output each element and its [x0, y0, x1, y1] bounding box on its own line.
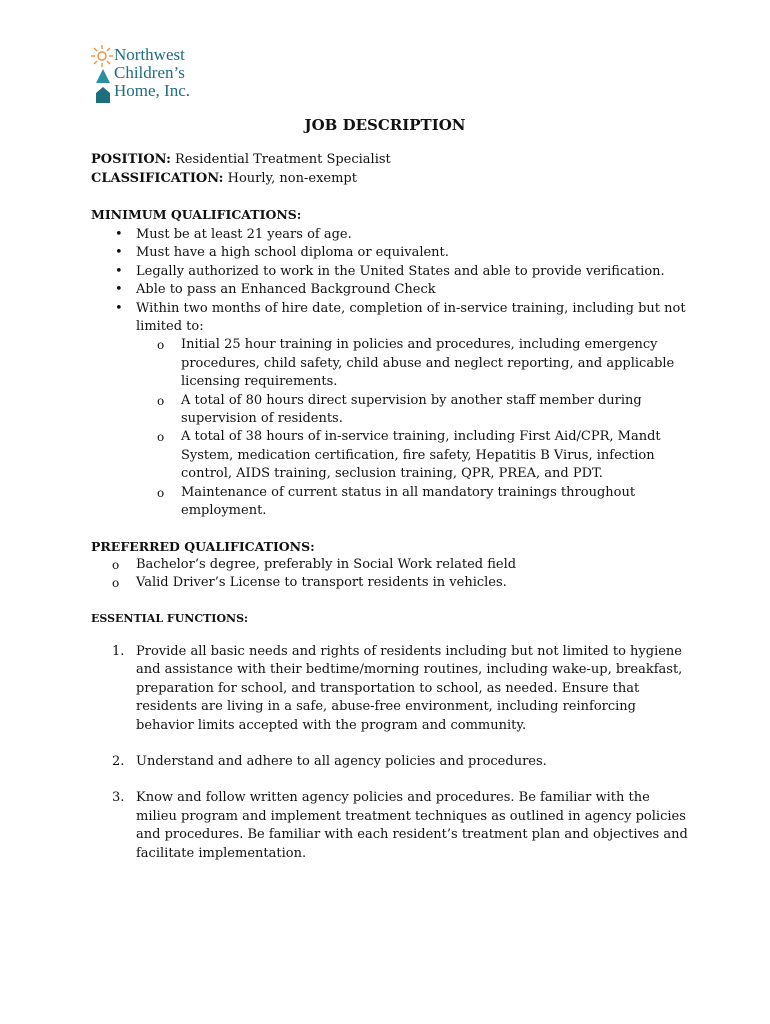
minimum-qualifications-list	[91, 226, 691, 521]
sublist-item: o Initial 25 hour training in policies and procedures, including emergency procedures, child safety, child abuse and neglect reporting, and applicable licensing requirements.	[136, 336, 691, 391]
list-item: • Legally authorized to work in the United States and able to provide verification.	[91, 263, 691, 281]
item-text: Understand and adhere to all agency policies and procedures.	[136, 754, 547, 770]
tree-icon	[95, 68, 111, 84]
list-item	[91, 643, 691, 735]
item-number: 3.	[112, 790, 125, 806]
sun-icon	[90, 44, 114, 68]
essential-functions-heading: ESSENTIAL FUNCTIONS:	[91, 612, 249, 625]
item-number: 1.	[112, 644, 125, 659]
list-item	[91, 753, 691, 771]
position-label: POSITION:	[91, 152, 171, 167]
position-field	[91, 151, 391, 169]
essential-functions-list	[91, 643, 691, 881]
classification-field	[91, 170, 357, 188]
classification-value: Hourly, non-exempt	[227, 171, 357, 186]
logo-line-2: Children’s	[114, 63, 185, 82]
training-sublist	[136, 336, 691, 520]
company-logo	[90, 44, 220, 108]
minimum-qualifications-heading: MINIMUM QUALIFICATIONS:	[91, 207, 302, 222]
logo-line-1: Northwest	[114, 45, 185, 64]
list-item: • Must have a high school diploma or equivalent.	[91, 244, 691, 262]
item-text: Know and follow written agency policies and procedures. Be familiar with the milieu program and implement treatment techniques as outlined in agency policies and procedures. Be familiar with each resident’s treatment plan and objectives and facilitate implementation.	[136, 790, 688, 861]
list-item: • Able to pass an Enhanced Background Check	[91, 281, 691, 299]
list-item: o Bachelor’s degree, preferably in Social Work related field	[91, 556, 691, 574]
list-item	[91, 789, 691, 863]
sublist-item: o Maintenance of current status in all mandatory trainings throughout employment.	[136, 484, 691, 521]
sublist-item: o A total of 38 hours of in-service training, including First Aid/CPR, Mandt System, medication certification, fire safety, Hepatitis B Virus, infection control, AIDS training, seclusion training, QPR, PREA, and PDT.	[136, 428, 691, 483]
document-title: JOB DESCRIPTION	[304, 116, 466, 134]
item-number: 2.	[112, 754, 125, 770]
preferred-qualifications-list	[91, 556, 691, 593]
list-item: • Within two months of hire date, completion of in-service training, including but not limited to: o Initial 25 hour training in policies and procedures, including emergency procedures, child safety, child abuse and neglect reporting, and applicable licensing requirements. o A total of 80 hours direct supervision by another staff member during supervision of residents. o A total of 38 hours of in-service training, including First Aid/CPR, Mandt System, medication certification, fire safety, Hepatitis B Virus, infection control, AIDS training, seclusion training, QPR, PREA, and PDT. o Maintenance of current status in all mandatory trainings throughout employment.	[91, 300, 691, 521]
list-item: o Valid Driver’s License to transport residents in vehicles.	[91, 574, 691, 592]
item-text: Provide all basic needs and rights of residents including but not limited to hygiene and assistance with their bedtime/morning routines, including wake-up, breakfast, preparation for school, and transportation to school, as needed. Ensure that residents are living in a safe, abuse-free environment, including reinforcing behavior limits accepted with the program and community.	[136, 644, 683, 733]
sublist-item: o A total of 80 hours direct supervision by another staff member during supervision of residents.	[136, 392, 691, 429]
list-item: • Must be at least 21 years of age.	[91, 226, 691, 244]
preferred-qualifications-heading: PREFERRED QUALIFICATIONS:	[91, 539, 315, 554]
classification-label: CLASSIFICATION:	[91, 171, 224, 186]
position-value: Residential Treatment Specialist	[175, 152, 391, 167]
house-icon	[95, 86, 111, 104]
logo-line-3: Home, Inc.	[114, 81, 191, 100]
